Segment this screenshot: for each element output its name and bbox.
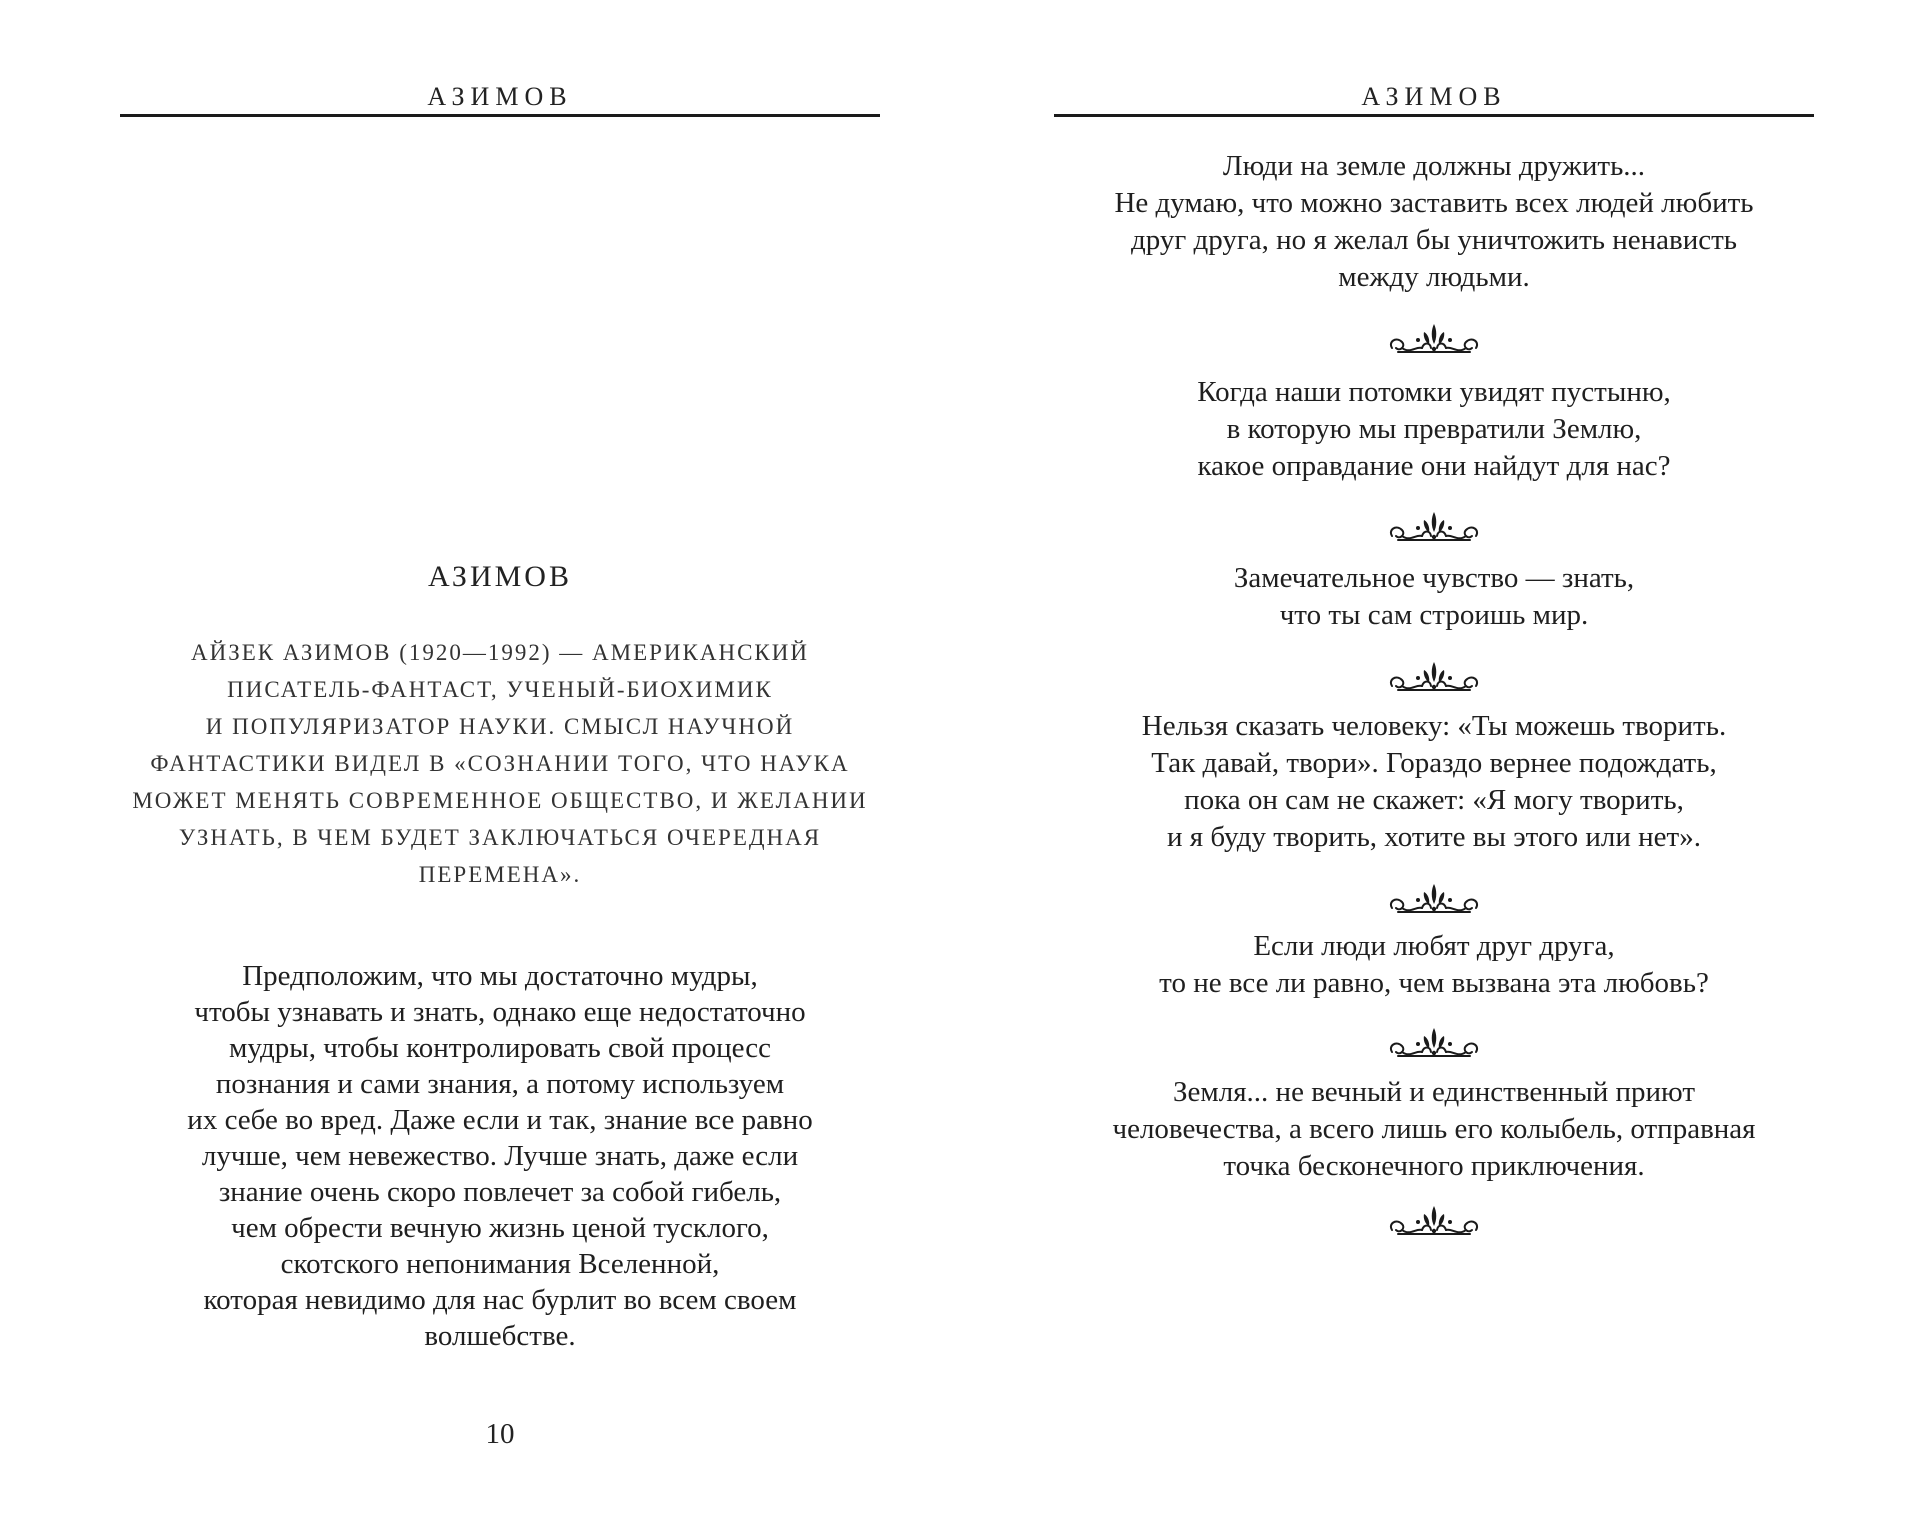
section-title: АЗИМОВ <box>428 560 572 593</box>
main-quote <box>120 958 880 1354</box>
bio-line: ПИСАТЕЛЬ-ФАНТАСТ, УЧЕНЫЙ-БИОХИМИК <box>227 677 773 702</box>
text-line: пока он сам не скажет: «Я могу творить, <box>1184 784 1684 816</box>
right-page <box>962 0 1924 1536</box>
bio-line: УЗНАТЬ, В ЧЕМ БУДЕТ ЗАКЛЮЧАТЬСЯ ОЧЕРЕДНАЯ <box>178 825 822 850</box>
text-line: и я буду творить, хотите вы этого или нет». <box>1167 821 1701 853</box>
quote-1 <box>1054 148 1814 296</box>
running-head-right: АЗИМОВ <box>1361 82 1507 111</box>
bio-line: И ПОПУЛЯРИЗАТОР НАУКИ. СМЫСЛ НАУЧНОЙ <box>205 714 795 739</box>
flourish-ornament-icon <box>1384 658 1484 698</box>
flourish-ornament-icon <box>1384 508 1484 548</box>
text-line: друг друга, но я желал бы уничтожить ненависть <box>1130 224 1737 256</box>
text-line: Нельзя сказать человеку: «Ты можешь творить. <box>1141 710 1727 742</box>
flourish-ornament-icon <box>1384 320 1484 360</box>
text-line: чем обрести вечную жизнь ценой тусклого, <box>231 1212 769 1244</box>
text-line: Предположим, что мы достаточно мудры, <box>242 960 758 992</box>
quote-5 <box>1054 928 1814 1002</box>
quote-2 <box>1054 374 1814 485</box>
page-number: 10 <box>485 1418 515 1450</box>
text-line: Не думаю, что можно заставить всех людей любить <box>1114 187 1754 219</box>
author-bio <box>120 634 880 893</box>
text-line: Люди на земле должны дружить... <box>1222 150 1646 182</box>
quote-6 <box>1054 1074 1814 1185</box>
header-rule-left <box>120 114 880 117</box>
text-line: познания и сами знания, а потому используем <box>215 1068 785 1100</box>
text-line: мудры, чтобы контролировать свой процесс <box>229 1032 771 1064</box>
text-line: Если люди любят друг друга, <box>1253 930 1615 962</box>
text-line: человечества, а всего лишь его колыбель, отправная <box>1112 1113 1756 1145</box>
text-line: волшебстве. <box>424 1320 576 1352</box>
text-line: то не все ли равно, чем вызвана эта любовь? <box>1159 967 1709 999</box>
text-line: их себе во вред. Даже если и так, знание все равно <box>187 1104 813 1136</box>
text-line: какое оправдание они найдут для нас? <box>1197 450 1671 482</box>
text-line: между людьми. <box>1338 261 1530 293</box>
flourish-ornament-icon <box>1384 880 1484 920</box>
flourish-ornament-icon <box>1384 1024 1484 1064</box>
header-rule-right <box>1054 114 1814 117</box>
flourish-ornament-icon <box>1384 1202 1484 1242</box>
bio-line: ПЕРЕМЕНА». <box>418 862 582 887</box>
text-line: точка бесконечного приключения. <box>1223 1150 1645 1182</box>
text-line: лучше, чем невежество. Лучше знать, даже если <box>201 1140 799 1172</box>
text-line: которая невидимо для нас бурлит во всем своем <box>203 1284 797 1316</box>
text-line: чтобы узнавать и знать, однако еще недостаточно <box>194 996 806 1028</box>
bio-line: АЙЗЕК АЗИМОВ (1920—1992) — АМЕРИКАНСКИЙ <box>191 640 809 665</box>
text-line: Замечательное чувство — знать, <box>1233 562 1635 594</box>
text-line: Когда наши потомки увидят пустыню, <box>1197 376 1671 408</box>
bio-line: МОЖЕТ МЕНЯТЬ СОВРЕМЕННОЕ ОБЩЕСТВО, И ЖЕЛАНИИ <box>132 788 868 813</box>
text-line: знание очень скоро повлечет за собой гибель, <box>218 1176 782 1208</box>
running-head-left: АЗИМОВ <box>427 82 573 111</box>
quote-4 <box>1054 708 1814 856</box>
quote-3 <box>1054 560 1814 634</box>
text-line: в которую мы превратили Землю, <box>1226 413 1642 445</box>
text-line: Так давай, твори». Гораздо вернее подождать, <box>1151 747 1717 779</box>
bio-line: ФАНТАСТИКИ ВИДЕЛ В «СОЗНАНИИ ТОГО, ЧТО НАУКА <box>150 751 850 776</box>
text-line: что ты сам строишь мир. <box>1279 599 1589 631</box>
text-line: Земля... не вечный и единственный приют <box>1172 1076 1695 1108</box>
text-line: скотского непонимания Вселенной, <box>280 1248 720 1280</box>
